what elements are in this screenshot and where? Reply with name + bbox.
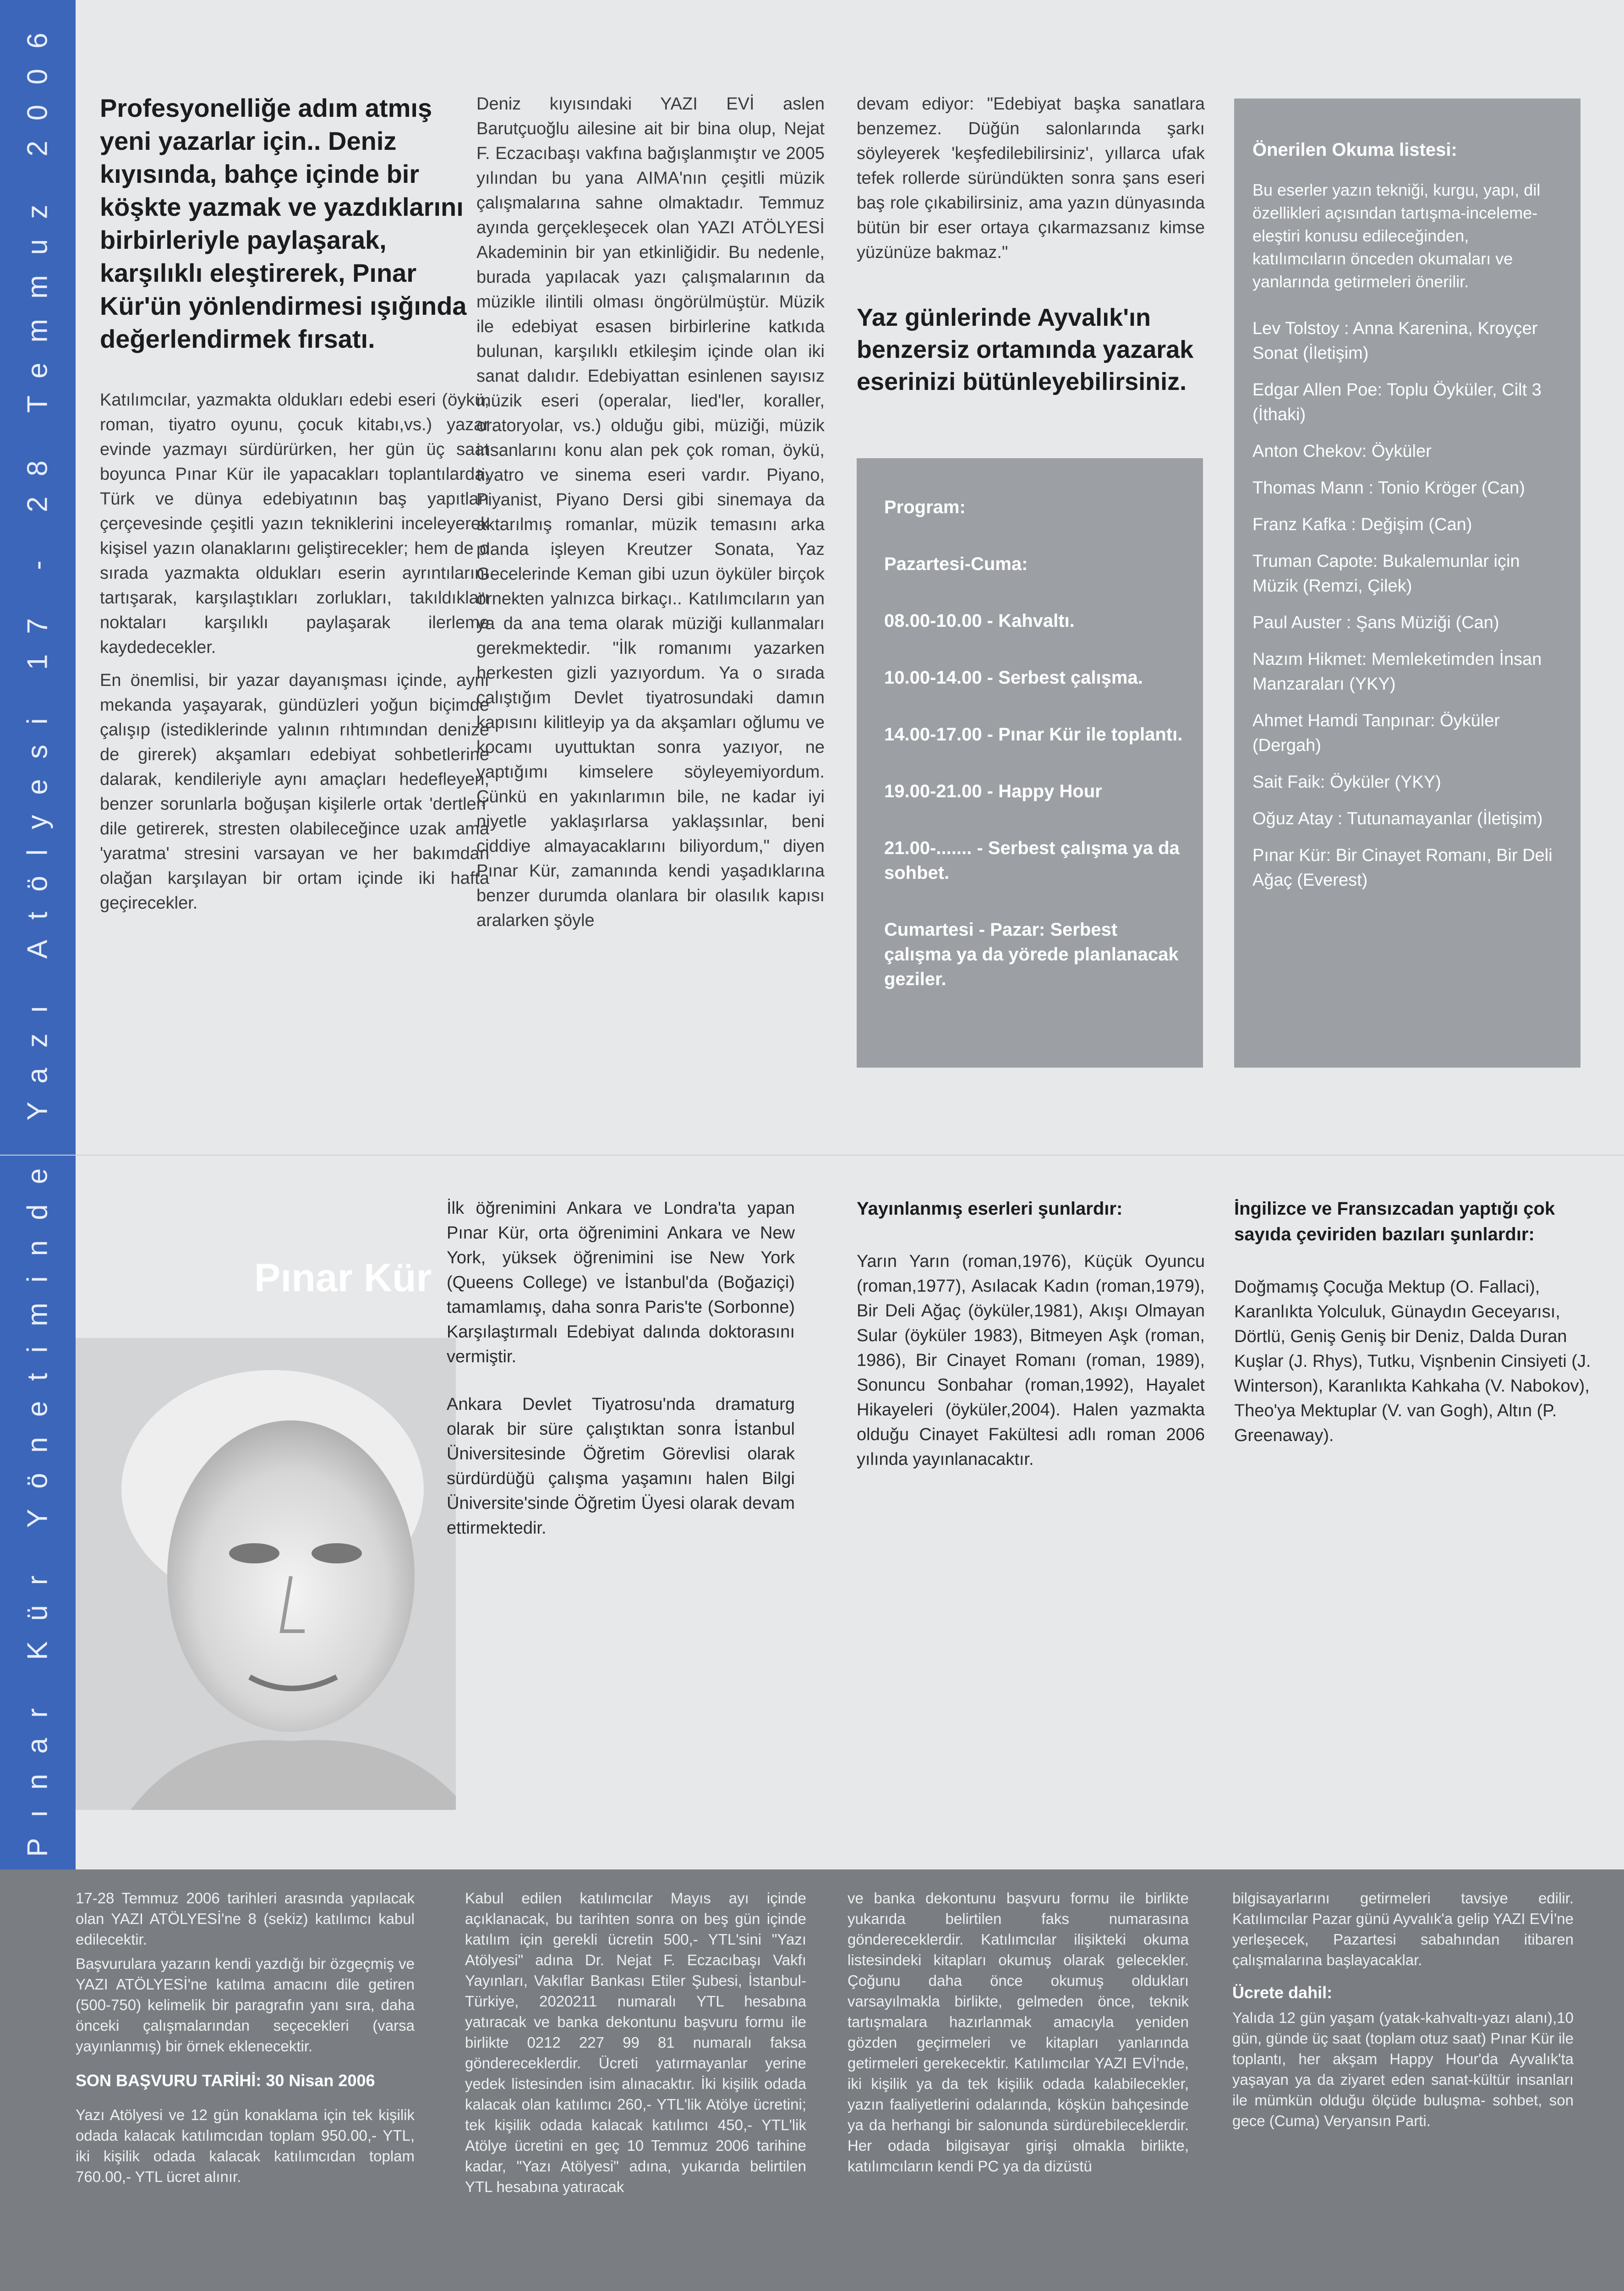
program-free-work: 10.00-14.00 - Serbest çalışma. (884, 668, 1143, 688)
info-deadline: SON BAŞVURU TARİHİ: 30 Nisan 2006 (76, 2071, 375, 2090)
author-bio-2: Ankara Devlet Tiyatrosu'nda dramaturg olarak bir süre çalıştıktan sonra İstanbul Üniversitesinde Öğretim Görevlisi olarak sürdürdüğü çalışma yaşamını halen Bilgi Üniversite'sinde Öğretim Üyesi olarak devam ettirmektedir. (447, 1395, 795, 1538)
reading-list-title: Önerilen Okuma listesi: (1252, 140, 1457, 160)
reading-item: Paul Auster : Şans Müziği (Can) (1252, 613, 1499, 632)
reading-list-description: Bu eserler yazın tekniği, kurgu, yapı, dil özellikleri açısından tartışma-inceleme-eleştiri konusu edileceğinden, katılımcıların önceden okumaları ve yanlarında getirmeleri önerilir. (1252, 181, 1541, 291)
program-box (857, 458, 1203, 1068)
reading-item: Truman Capote: Bukalemunlar için Müzik (Remzi, Çilek) (1252, 552, 1520, 596)
quote-text: devam ediyor: "Edebiyat başka sanatlara benzemez. Düğün salonlarında şarkı söyleyerek 'keşfedilebilirsiniz', yıllarca ufak tefek rollerde süründükten sonra şans eseri baş role çıkabilirsiniz, ama yazın dünyasında bütün bir eser ortaya çıkarmazsanız kimse yüzünüze bakmaz." (857, 94, 1205, 262)
reading-item: Sait Faik: Öyküler (YKY) (1252, 773, 1441, 792)
author-photo (76, 1338, 456, 1810)
program-evening: 21.00-....... - Serbest çalışma ya da sohbet. (884, 838, 1180, 883)
info-application: Başvurulara yazarın kendi yazdığı bir özgeçmiş ve YAZI ATÖLYESİ'ne katılma amacını dile getiren (500-750) kelimelik bir paragrafın yanı sıra, daha önceki çalışmalarından seçecekleri (varsa yayınlanmış) bir örnek eklenecektir. (76, 1955, 415, 2055)
reading-item: Oğuz Atay : Tutunamayanlar (İletişim) (1252, 809, 1543, 828)
info-column-4 (1232, 1888, 1574, 2135)
vertical-title: Pınar Kür Yönetiminde Yazı Atölyesi 17 - 28 Temmuz 2006 (22, 12, 54, 1857)
translations-column (1234, 1196, 1591, 1448)
info-included: Yalıda 12 gün yaşam (yatak-kahvaltı-yazı alanı),10 gün, günde üç saat (toplam otuz saat) Pınar Kür ile toplantı, her akşam Happy Hour'da Ayvalık'ta yaşayan ya da ziyaret eden sanat-kültür insanları ile mümkün olduğu ölçüde buluşma- sohbet, son gece (Cuma) Veryansın Parti. (1232, 2009, 1574, 2129)
author-bio-1: İlk öğrenimini Ankara ve Londra'ta yapan Pınar Kür, orta öğrenimini Ankara ve New York, yüksek öğrenimini ise New York (Queens College) ve İstanbul'da (Boğaziçi) tamamlamış, daha sonra Paris'te (Sorbonne) Karşılaştırmalı Edebiyat dalında doktorasını vermiştir. (447, 1199, 795, 1366)
studio-description: Deniz kıyısındaki YAZI EVİ aslen Barutçuoğlu ailesine ait bir bina olup, Nejat F. Eczacıbaşı vakfına bağışlanmıştır ve 2005 yılından bu yana AIMA'nın çeşitli müzik çalışmalarına sahne olmaktadır. Temmuz ayında gerçekleşecek olan YAZI ATÖLYESİ Akademinin bir yan etkinliğidir. Bu nedenle, burada yapılacak yazı çalışmalarının da müzikle ilintili olması öngörülmüştür. Müzik ile edebiyat esasen birbirlerine katkıda bulunan, karşılıklı etkileşim içinde olan iki sanat dalıdır. Edebiyattan esinlenen sayısız müzik eseri (operalar, lied'ler, koraller, oratoryolar, vs.) olduğu gibi, müziği, müzik insanlarını konu alan pek çok roman, öykü, tiyatro ve sinema eseri vardır. Piyano, Piyanist, Piyano Dersi gibi sinemaya da aktarılmış romanlar, müzik temasını arka planda işleyen Kreutzer Sonata, Yaz Gecelerinde Keman gibi uzun öyküler birçok örnekten yalnızca birkaçı.. Katılımcıların yan ya da ana tema olarak müziği kullanmaları gerekmektedir. "İlk romanımı yazarken herkesten gizli yazıyordum. Ya o sırada çalıştığım Devlet tiyatrosundaki damın kapısını kilitleyip ya da akşamları oğlumu ve kocamı uyuttuktan sonra yazıyor, ne yaptığımı kimselere söyleyemiyordum. Çünkü en yakınlarımın bile, ne kadar iyi niyetle yaklaşırlarsa yaklaşsınlar, beni ciddiye almayacaklarını biliyordum," diyen Pınar Kür, zamanında kendi yaşadıklarına benzer durumda olanlara bir olasılık kapısı aralarken şöyle (476, 94, 825, 930)
reading-item: Edgar Allen Poe: Toplu Öyküler, Cilt 3 (İthaki) (1252, 380, 1542, 424)
reading-list-box (1234, 99, 1580, 1068)
reading-item: Franz Kafka : Değişim (Can) (1252, 515, 1472, 534)
vertical-title-container (0, 0, 76, 1869)
info-fees: Yazı Atölyesi ve 12 gün konaklama için tek kişilik odada kalacak katılımcıdan toplam 950.00,- YTL, iki kişilik odada kalacak katılımcıdan toplam 760.00,- YTL ücret alınır. (76, 2106, 415, 2185)
quote-column (857, 92, 1205, 398)
intro-paragraph-2: En önemlisi, bir yazar dayanışması içinde, aynı mekanda yaşayarak, gündüzleri yoğun biçimde çalışıp (istediklerinde yalının rıhtımından denize de girerek) akşamları edebiyat sohbetlerine dalarak, kendileriyle aynı amaçları hedefleyen, benzer sorunlarla boğuşan kişilerle ortak 'dertleri' dile getirerek, stresten olabileceğince uzak ama 'yaratma' stresini varsayan ve her bakımdan olağan karşılayan bir ortam içinde iki hafta geçirecekler. (100, 671, 489, 913)
info-payment: Kabul edilen katılımcılar Mayıs ayı içinde açıklanacak, bu tarihten sonra on beş gün içinde katılım için gerekli ücretin 500,- YTL'sini "Yazı Atölyesi" adına Dr. Nejat F. Eczacıbaşı Vakfı Yayınları, Vakıflar Bankası Etiler Şubesi, İstanbul-Türkiye, 2020211 numaralı YTL hesabına yatıracak ve banka dekontunu başvuru formu ile birlikte 0212 227 99 81 numaralı faksa göndereceklerdir. Ücreti yatırmayanlar yerine yedek listesinden isim alınacaktır. İki kişilik odada kalacak olan katılımcı 260,- YTL'lik Atölye ücretini; tek kişilik odada kalacak katılımcı 450,- YTL'lik Atölye ücretini en geç 10 Temmuz 2006 tarihine kadar, "Yazı Atölyesi" adına, yukarıda belirtilen YTL hesabına yatıracak (465, 1890, 806, 2195)
reading-item: Anton Chekov: Öyküler (1252, 442, 1432, 461)
author-bio-column (447, 1196, 795, 1563)
reading-item: Nazım Hikmet: Memleketimden İnsan Manzaraları (YKY) (1252, 650, 1542, 694)
info-participants: 17-28 Temmuz 2006 tarihleri arasında yapılacak olan YAZI ATÖLYESİ'ne 8 (sekiz) katılımcı kabul edilecektir. (76, 1890, 415, 1948)
works-column (857, 1196, 1205, 1472)
info-arrival: bilgisayarlarını getirmeleri tavsiye edilir. Katılımcılar Pazar günü Ayvalık'a gelip YAZI EVİ'ne yerleşecek, Pazartesi sabahından itibaren çalışmalarına başlayacaklar. (1232, 1890, 1574, 1968)
program-happy-hour: 19.00-21.00 - Happy Hour (884, 781, 1102, 801)
info-included-title: Ücrete dahil: (1232, 1983, 1333, 2002)
reading-item: Pınar Kür: Bir Cinayet Romanı, Bir Deli Ağaç (Everest) (1252, 846, 1553, 890)
intro-column (100, 92, 489, 924)
program-meeting: 14.00-17.00 - Pınar Kür ile toplantı. (884, 724, 1183, 745)
program-weekend: Cumartesi - Pazar: Serbest çalışma ya da yörede planlanacak geziler. (884, 920, 1179, 989)
intro-paragraph-1: Katılımcılar, yazmakta oldukları edebi eseri (öykü, roman, tiyatro oyunu, çocuk kitabı,vs.) yazar evinde yazmayı sürdürürken, her gün üç saat boyunca Pınar Kür ile yapacakları toplantılarda, Türk ve dünya edebiyatının baş yapıtları çerçevesinde çeşitli yazın tekniklerini inceleyerek kişisel yazın olanaklarını geliştirecekler; hem de o sırada yazmakta oldukları eserin ayrıntılarını tartışarak, karşılaştıkları zorlukları, takıldıkları noktaları karşılıklı paylaşarak ilerleme kaydedecekler. (100, 390, 489, 657)
info-requirements: ve banka dekontunu başvuru formu ile birlikte yukarıda belirtilen faks numarasına göndereceklerdir. Katılımcılar ilişikteki okuma listesindeki kitapları okumuş olarak gelecekler. Çoğunu daha önce okumuş oldukları varsayılmakla birlikte, gelmeden önce, teknik tartışmalara hazırlanmak amacıyla yeniden gözden geçirmeleri ve kitapları yanlarında getirmeleri gerekecektir. Katılımcılar YAZI EVİ'nde, iki kişilik ya da tek kişilik odada kalabilecekler, yazın faaliyetlerini odalarında, köşkün bahçesinde ya da herhangi bir salonunda sürdürebileceklerdir. Her odada bilgisayar girişi olmakla birlikte, katılımcıların kendi PC ya da dizüstü (848, 1890, 1189, 2175)
summer-heading: Yaz günlerinde Ayvalık'ın benzersiz ortamında yazarak eserinizi bütünleyebilirsiniz. (857, 304, 1194, 395)
program-weekdays: Pazartesi-Cuma: (884, 554, 1028, 574)
works-list: Yarın Yarın (roman,1976), Küçük Oyuncu (roman,1977), Asılacak Kadın (roman,1979), Bir Deli Ağaç (öyküler,1981), Akışı Olmayan Sular (öyküler 1983), Bitmeyen Aşk (roman, 1986), Bir Cinayet Romanı (roman, 1989), Sonuncu Sonbahar (roman,1992), Hayalet Hikayeleri (öyküler,2004). Halen yazmakta olduğu Cinayet Fakültesi adlı roman 2006 yılında yayınlanacaktır. (857, 1252, 1205, 1469)
program-title: Program: (884, 497, 966, 517)
works-title: Yayınlanmış eserleri şunlardır: (857, 1199, 1123, 1219)
program-breakfast: 08.00-10.00 - Kahvaltı. (884, 611, 1075, 631)
translations-list: Doğmamış Çocuğa Mektup (O. Fallaci), Karanlıkta Yolculuk, Günaydın Geceyarısı, Dörtlü, Geniş Geniş bir Deniz, Dalda Duran Kuşlar (J. Rhys), Tutku, Vişnbenin Cinsiyeti (J. Winterson), Karanlıkta Kahkaha (V. Nabokov), Theo'ya Mektuplar (V. van Gogh), Altın (P. Greenaway). (1234, 1277, 1591, 1445)
intro-body (100, 388, 489, 915)
info-column-3 (848, 1888, 1189, 2180)
reading-item: Lev Tolstoy : Anna Karenina, Kroyçer Sonat (İletişim) (1252, 319, 1538, 363)
info-column-2 (465, 1888, 806, 2201)
reading-item: Thomas Mann : Tonio Kröger (Can) (1252, 478, 1525, 498)
reading-item: Ahmet Hamdi Tanpınar: Öyküler (Dergah) (1252, 711, 1500, 755)
info-column-1 (76, 1888, 415, 2191)
fold-line (0, 1155, 1624, 1156)
translations-title: İngilizce ve Fransızcadan yaptığı çok sayıda çeviriden bazıları şunlardır: (1234, 1199, 1555, 1244)
intro-heading: Profesyonelliğe adım atmış yeni yazarlar için.. Deniz kıyısında, bahçe içinde bir köşkte yazmak ve yazdıklarını birbirleriyle paylaşarak, karşılıklı eleştirerek, Pınar Kür'ün yönlendirmesi ışığında değerlendirmek fırsatı. (100, 93, 467, 353)
author-name: Pınar Kür (254, 1256, 432, 1300)
studio-description-column (476, 92, 825, 941)
